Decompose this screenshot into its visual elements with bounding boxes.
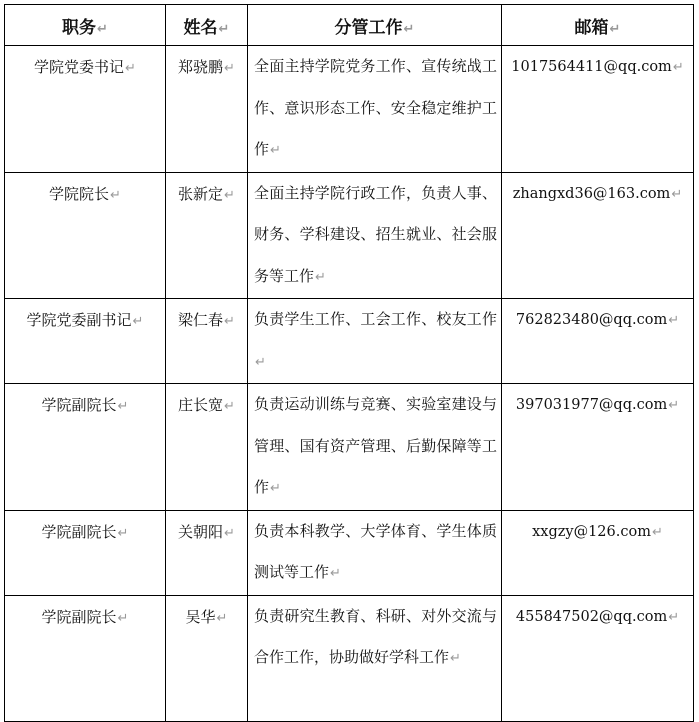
- cell-email: 762823480@qq.com↵: [502, 299, 694, 384]
- table-row: [5, 46, 694, 173]
- cell-email: zhangxd36@163.com↵: [502, 172, 694, 299]
- cell-duty: 全面主持学院党务工作、宣传统战工作、意识形态工作、安全稳定维护工作↵: [248, 46, 502, 173]
- cell-name: 梁仁春↵: [166, 299, 248, 384]
- header-name: 姓名↵: [166, 5, 248, 46]
- cell-email: xxgzy@126.com↵: [502, 510, 694, 595]
- table-header-row: [5, 5, 694, 46]
- leadership-table: [4, 4, 694, 722]
- header-position: 职务↵: [5, 5, 166, 46]
- cell-duty: 负责研究生教育、科研、对外交流与合作工作，协助做好学科工作↵: [248, 595, 502, 721]
- cell-name: 庄长宽↵: [166, 384, 248, 511]
- cell-name: 关朝阳↵: [166, 510, 248, 595]
- header-duty: 分管工作↵: [248, 5, 502, 46]
- cell-email: 397031977@qq.com↵: [502, 384, 694, 511]
- cell-email: 455847502@qq.com↵: [502, 595, 694, 721]
- cell-duty: 全面主持学院行政工作，负责人事、财务、学科建设、招生就业、社会服务等工作↵: [248, 172, 502, 299]
- cell-position: 学院副院长↵: [5, 595, 166, 721]
- cell-name: 吴华↵: [166, 595, 248, 721]
- table-row: [5, 595, 694, 721]
- cell-name: 张新定↵: [166, 172, 248, 299]
- cell-position: 学院党委副书记↵: [5, 299, 166, 384]
- cell-email: 1017564411@qq.com↵: [502, 46, 694, 173]
- header-email: 邮箱↵: [502, 5, 694, 46]
- cell-duty: 负责运动训练与竞赛、实验室建设与管理、国有资产管理、后勤保障等工作↵: [248, 384, 502, 511]
- table-row: [5, 384, 694, 511]
- cell-name: 郑骁鹏↵: [166, 46, 248, 173]
- cell-position: 学院副院长↵: [5, 384, 166, 511]
- table-row: [5, 299, 694, 384]
- cell-position: 学院院长↵: [5, 172, 166, 299]
- table-row: [5, 510, 694, 595]
- cell-duty: 负责本科教学、大学体育、学生体质测试等工作↵: [248, 510, 502, 595]
- cell-position: 学院党委书记↵: [5, 46, 166, 173]
- cell-position: 学院副院长↵: [5, 510, 166, 595]
- cell-duty: 负责学生工作、工会工作、校友工作↵: [248, 299, 502, 384]
- table-row: [5, 172, 694, 299]
